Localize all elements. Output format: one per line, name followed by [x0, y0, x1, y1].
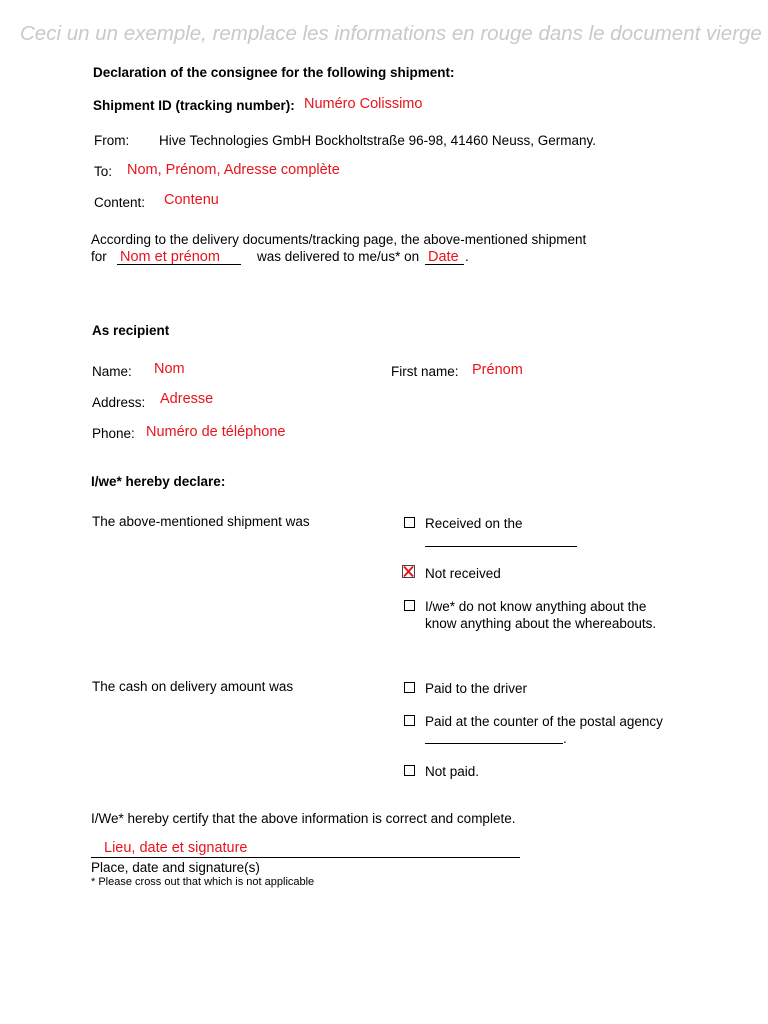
signature-label: Place, date and signature(s) [91, 860, 260, 875]
unknown-label-line2: know anything about the whereabouts. [425, 616, 657, 631]
shipment-id-value: Numéro Colissimo [304, 96, 423, 112]
paid-counter-label: Paid at the counter of the postal agency [425, 714, 663, 729]
to-label: To: [94, 164, 113, 179]
address-value: Adresse [160, 391, 214, 407]
paid-driver-label: Paid to the driver [425, 681, 528, 696]
shipment-id-label: Shipment ID (tracking number): [93, 98, 295, 113]
phone-label: Phone: [92, 426, 135, 441]
address-label: Address: [92, 395, 146, 410]
first-name-value: Prénom [472, 362, 523, 378]
unknown-label-line1: I/we* do not know anything about the [425, 599, 647, 614]
content-label: Content: [94, 195, 146, 210]
not-received-checkbox[interactable] [402, 565, 415, 578]
name-value: Nom [154, 361, 185, 377]
name-label: Name: [92, 364, 132, 379]
delivery-for-value: Nom et prénom [120, 249, 220, 265]
not-paid-checkbox[interactable] [404, 765, 415, 776]
instruction-banner: Ceci un un exemple, remplace les informations en rouge dans le document vierge [20, 22, 762, 45]
received-date-line [425, 546, 577, 547]
signature-line [91, 857, 520, 858]
paid-driver-checkbox[interactable] [404, 682, 415, 693]
phone-value: Numéro de téléphone [146, 424, 286, 440]
content-value: Contenu [164, 192, 219, 208]
to-value: Nom, Prénom, Adresse complète [127, 162, 340, 178]
received-checkbox[interactable] [404, 517, 415, 528]
first-name-label: First name: [391, 364, 459, 379]
delivery-for-label: for [91, 249, 107, 264]
recipient-heading: As recipient [92, 323, 170, 338]
paid-counter-checkbox[interactable] [404, 715, 415, 726]
not-paid-label: Not paid. [425, 764, 480, 779]
signature-value: Lieu, date et signature [104, 840, 248, 856]
not-received-label: Not received [425, 566, 501, 581]
shipment-was-text: The above-mentioned shipment was [92, 514, 310, 529]
counter-line [425, 743, 563, 744]
unknown-checkbox[interactable] [404, 600, 415, 611]
received-label: Received on the [425, 516, 523, 531]
delivery-period: . [465, 249, 469, 264]
cross-mark-icon [402, 565, 415, 578]
certify-text: I/We* hereby certify that the above information is correct and complete. [91, 811, 516, 826]
from-value: Hive Technologies GmbH Bockholtstraße 96-98, 41460 Neuss, Germany. [159, 133, 596, 148]
delivery-text-line1: According to the delivery documents/tracking page, the above-mentioned shipment [91, 232, 587, 247]
footnote: * Please cross out that which is not applicable [91, 876, 315, 888]
from-label: From: [94, 133, 130, 148]
delivered-text: was delivered to me/us* on [257, 249, 420, 264]
declaration-title: Declaration of the consignee for the following shipment: [93, 65, 455, 80]
cash-was-text: The cash on delivery amount was [92, 679, 294, 694]
delivery-date-value: Date [428, 249, 459, 265]
declare-heading: I/we* hereby declare: [91, 474, 226, 489]
counter-period: . [563, 731, 567, 746]
